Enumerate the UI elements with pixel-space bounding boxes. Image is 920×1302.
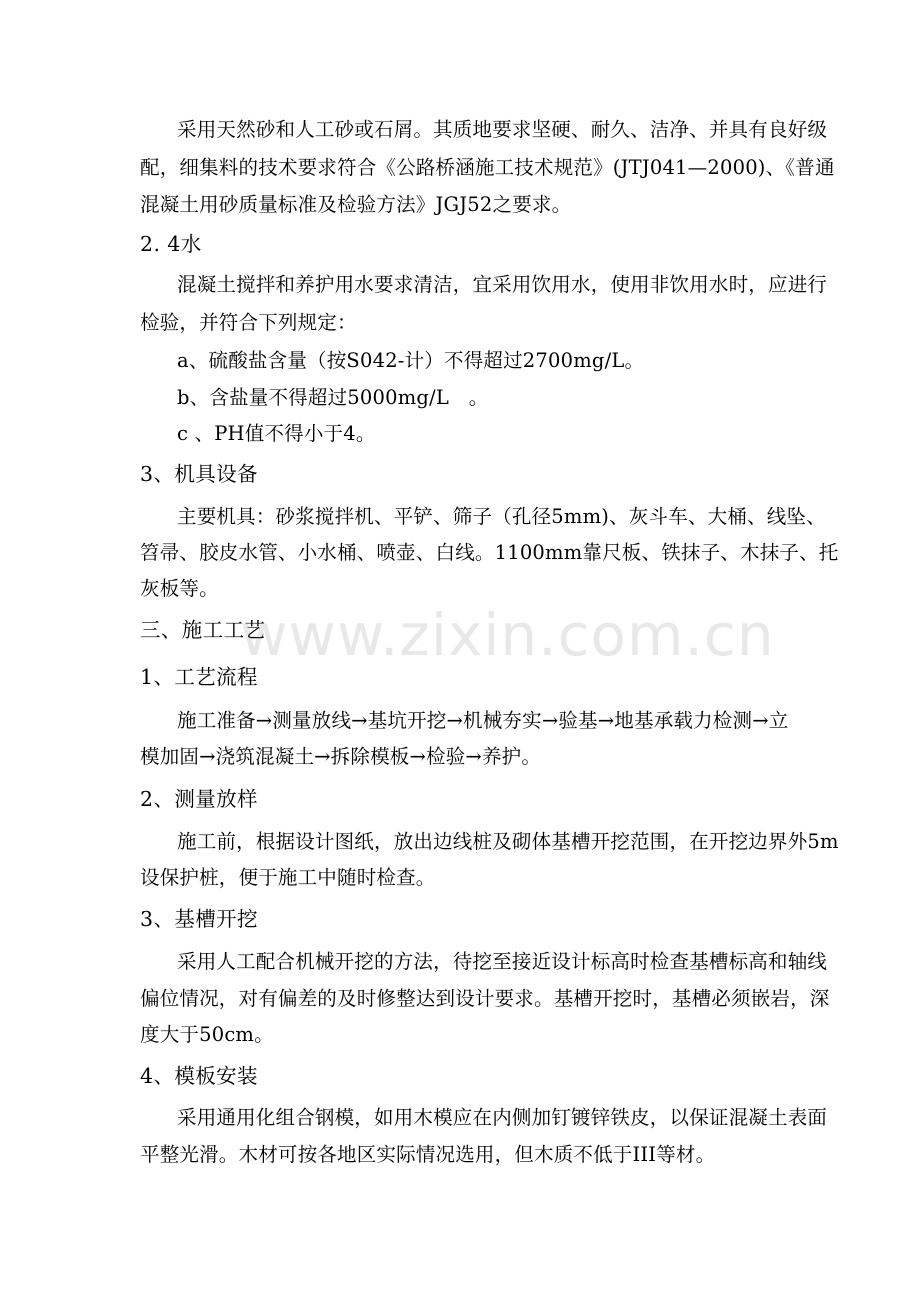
paragraph-line: 施工前，根据设计图纸，放出边线桩及砌体基槽开挖范围，在开挖边界外5m	[177, 830, 839, 853]
paragraph-line: 施工准备→测量放线→基坑开挖→机械夯实→验基→地基承载力检测→立	[177, 709, 789, 732]
paragraph-line: 混凝土搅拌和养护用水要求清洁，宜采用饮用水，使用非饮用水时，应进行	[177, 273, 828, 296]
paragraph-line: 采用天然砂和人工砂或石屑。其质地要求坚硬、耐久、洁净、并具有良好级	[177, 118, 828, 141]
section-heading: 1、工艺流程	[140, 665, 258, 689]
paragraph-line: 采用通用化组合钢模，如用木模应在内侧加钉镀锌铁皮，以保证混凝土表面	[177, 1106, 828, 1129]
paragraph-line: 平整光滑。木材可按各地区实际情况选用，但木质不低于III等材。	[140, 1143, 716, 1166]
section-heading: 三、施工工艺	[140, 618, 266, 642]
paragraph-line: 采用人工配合机械开挖的方法，待挖至接近设计标高时检查基槽标高和轴线	[177, 950, 828, 973]
paragraph-line: 灰板等。	[140, 577, 219, 600]
section-heading: 4、模板安装	[140, 1064, 258, 1088]
paragraph-line: 模加固→浇筑混凝土→拆除模板→检验→养护。	[140, 745, 542, 768]
section-heading: 3、基槽开挖	[140, 907, 258, 931]
section-heading: 3、机具设备	[140, 462, 258, 486]
list-item: c 、PH值不得小于4。	[177, 422, 376, 445]
list-item: a、硫酸盐含量（按S042-计）不得超过2700mg/L。	[177, 349, 645, 372]
paragraph-line: 配，细集料的技术要求符合《公路桥涵施工技术规范》(JTJ041—2000)、《普通	[140, 156, 835, 179]
list-item: b、含盐量不得超过5000mg/L 。	[177, 386, 489, 409]
paragraph-line: 设保护桩，便于施工中随时检查。	[140, 866, 436, 889]
paragraph-line: 主要机具：砂浆搅拌机、平铲、筛子（孔径5mm)、灰斗车、大桶、线坠、	[177, 505, 826, 528]
paragraph-line: 笤帚、胶皮水管、小水桶、喷壶、白线。1100mm靠尺板、铁抹子、木抹子、托	[140, 541, 839, 564]
paragraph-line: 混凝土用砂质量标准及检验方法》JGJ52之要求。	[140, 193, 572, 216]
paragraph-line: 检验，并符合下列规定：	[140, 311, 357, 334]
paragraph-line: 偏位情况，对有偏差的及时修整达到设计要求。基槽开挖时，基槽必须嵌岩，深	[140, 987, 830, 1010]
paragraph-line: 度大于50cm。	[140, 1023, 274, 1046]
section-heading: 2. 4水	[140, 232, 202, 256]
watermark: www.zixin.com.cn	[240, 601, 775, 669]
section-heading: 2、测量放样	[140, 787, 258, 811]
